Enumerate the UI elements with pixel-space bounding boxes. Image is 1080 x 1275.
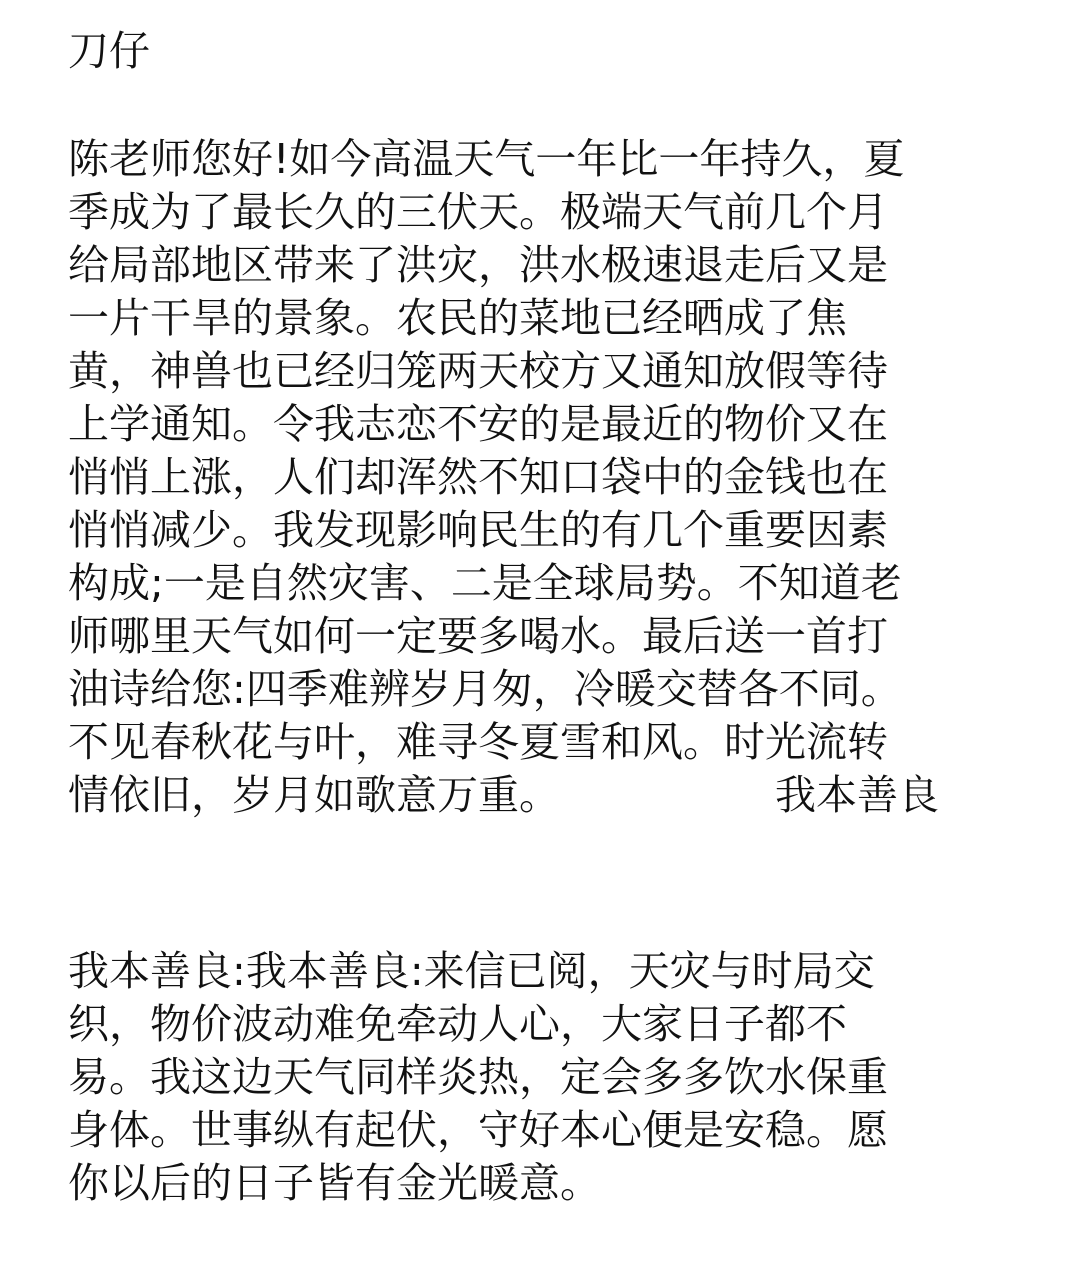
letter-line: 上学通知。令我志恋不安的是最近的物价又在 <box>68 400 888 448</box>
letter-line: 给局部地区带来了洪灾，洪水极速退走后又是 <box>68 241 888 289</box>
page-title: 刀仔 <box>68 27 150 75</box>
letter-line: 黄，神兽也已经归笼两天校方又通知放假等待 <box>68 347 888 395</box>
letter-signature: 我本善良 <box>775 771 939 819</box>
reply-line: 身体。世事纵有起伏，守好本心便是安稳。愿 <box>68 1106 888 1154</box>
letter-line: 师哪里天气如何一定要多喝水。最后送一首打 <box>68 612 888 660</box>
letter-line: 悄悄减少。我发现影响民生的有几个重要因素 <box>68 506 888 554</box>
reply-line: 我本善良:我本善良:来信已阅，天灾与时局交 <box>68 947 875 995</box>
letter-line: 悄悄上涨，人们却浑然不知口袋中的金钱也在 <box>68 453 888 501</box>
reply-line: 易。我这边天气同样炎热，定会多多饮水保重 <box>68 1053 888 1101</box>
letter-line: 陈老师您好!如今高温天气一年比一年持久，夏 <box>68 135 905 183</box>
letter-line: 构成;一是自然灾害、二是全球局势。不知道老 <box>68 559 902 607</box>
letter-line: 油诗给您:四季难辨岁月匆，冷暖交替各不同。 <box>68 665 902 713</box>
letter-line: 不见春秋花与叶，难寻冬夏雪和风。时光流转 <box>68 718 888 766</box>
letter-line: 情依旧，岁月如歌意万重。 <box>68 771 560 819</box>
letter-line: 一片干旱的景象。农民的菜地已经晒成了焦 <box>68 294 847 342</box>
reply-line: 织，物价波动难免牵动人心，大家日子都不 <box>68 1000 847 1048</box>
letter-line: 季成为了最长久的三伏天。极端天气前几个月 <box>68 188 888 236</box>
reply-line: 你以后的日子皆有金光暖意。 <box>68 1159 601 1207</box>
